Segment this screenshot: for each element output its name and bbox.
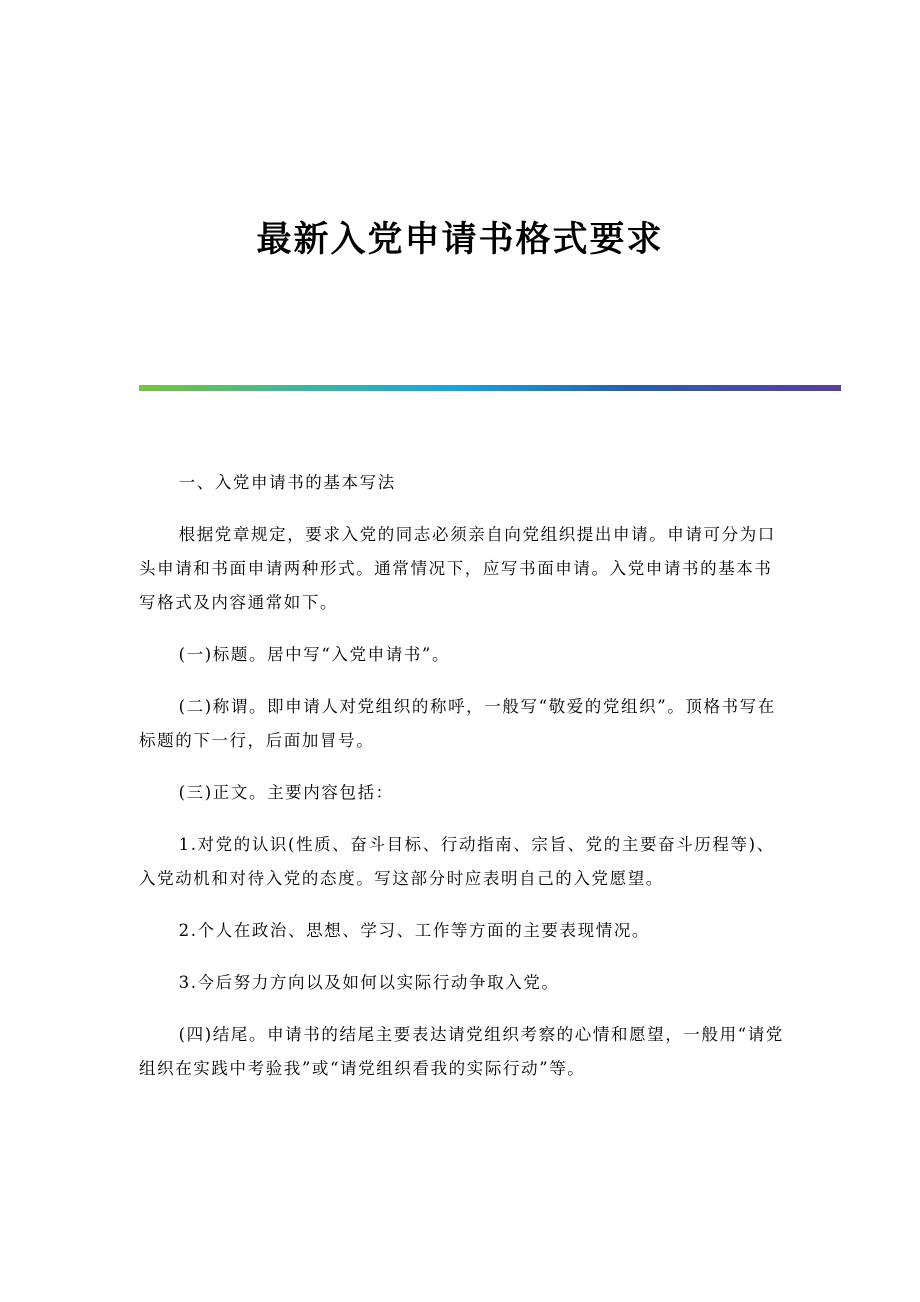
body-paragraph: (三)正文。主要内容包括： [178,783,394,802]
body-paragraph: (四)结尾。申请书的结尾主要表达请党组织考察的心情和愿望，一般用“请党组织在实践中考验我”或“请党组织看我的实际行动”等。 [139,1025,784,1078]
list-item: 1.对党的认识(性质、奋斗目标、行动指南、宗旨、党的主要奋斗历程等)、入党动机和对待入党的态度。写这部分时应表明自己的入党愿望。 [139,835,775,888]
section-heading: 一、入党申请书的基本写法 [178,473,396,492]
gradient-divider [139,385,841,391]
body-paragraph: (一)标题。居中写“入党申请书”。 [178,645,451,664]
body-paragraph: (二)称谓。即申请人对党组织的称呼，一般写“敬爱的党组织”。顶格书写在标题的下一行，后面加冒号。 [139,697,776,750]
document-title: 最新入党申请书格式要求 [256,219,664,260]
body-paragraph: 根据党章规定，要求入党的同志必须亲自向党组织提出申请。申请可分为口头申请和书面申请两种形式。通常情况下，应写书面申请。入党申请书的基本书写格式及内容通常如下。 [139,525,776,612]
list-item: 3.今后努力方向以及如何以实际行动争取入党。 [178,973,560,992]
document-body [139,466,789,1104]
list-item: 2.个人在政治、思想、学习、工作等方面的主要表现情况。 [178,921,651,940]
